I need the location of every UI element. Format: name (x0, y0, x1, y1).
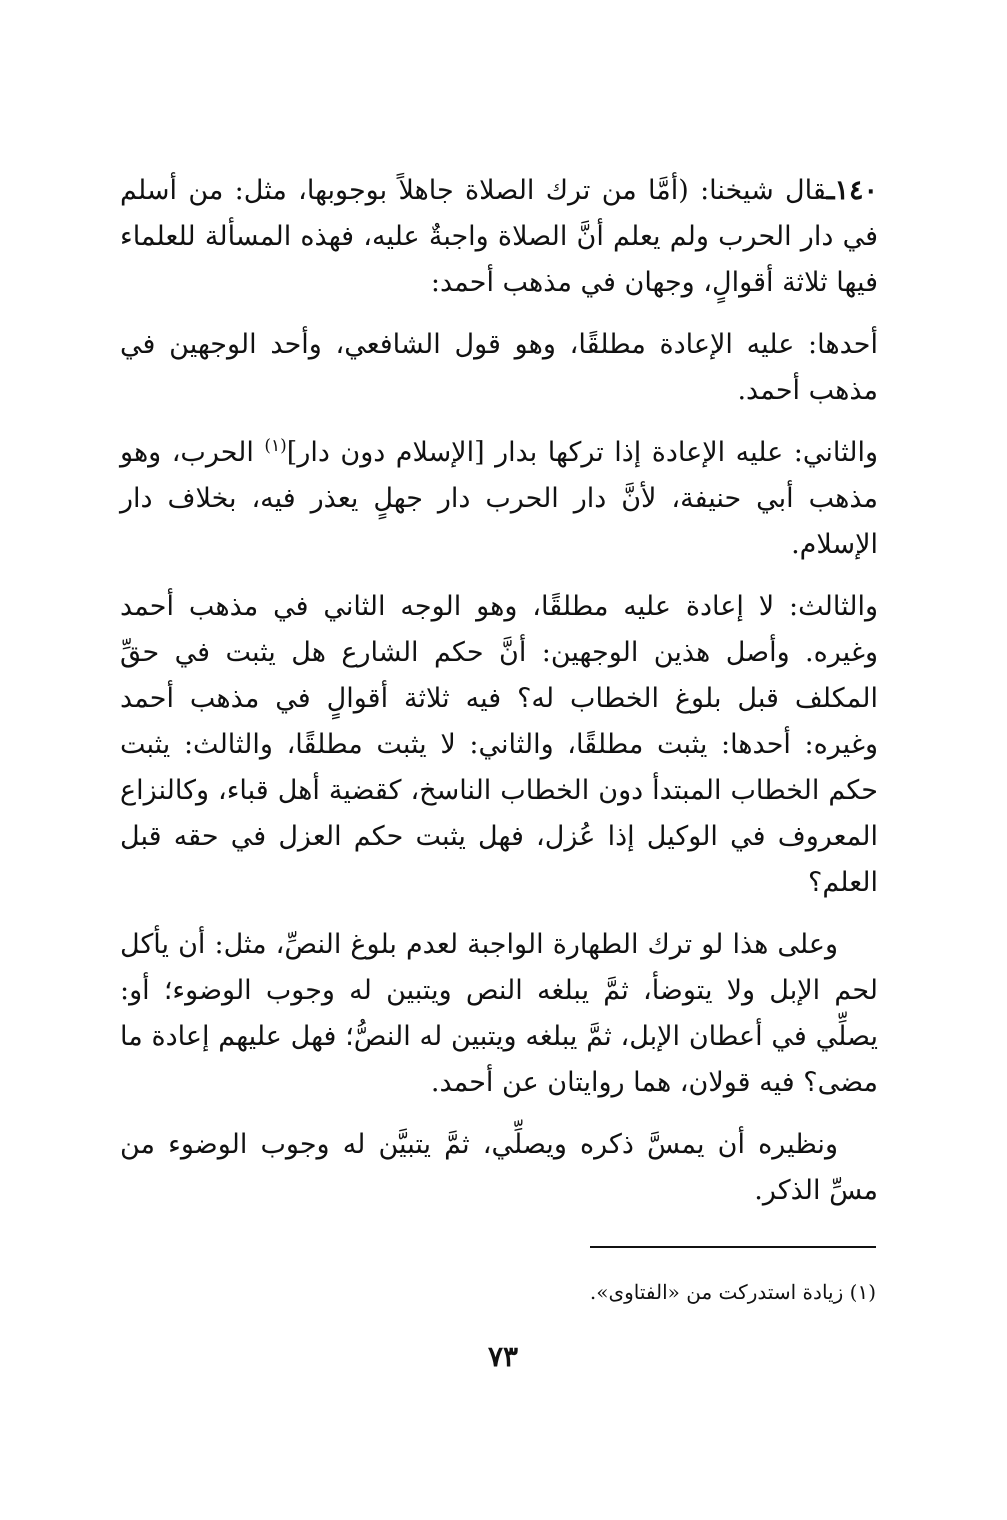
paragraph-3-text-a: والثاني: عليه الإعادة إذا تركها بدار [الإسلام دون دار] (286, 437, 879, 468)
footnote-divider (590, 1246, 876, 1248)
paragraph-2: أحدها: عليه الإعادة مطلقًا، وهو قول الشافعي، وأحد الوجهين في مذهب أحمد. (120, 329, 878, 406)
footnote-marker: (١) (849, 1280, 876, 1304)
paragraph-5: وعلى هذا لو ترك الطهارة الواجبة لعدم بلوغ النصِّ، مثل: أن يأكل لحم الإبل ولا يتوضأ، ثمَّ يبلغه النص ويتبين له وجوب الوضوء؛ أو: يصلِّي في أعطان الإبل، ثمَّ يبلغه ويتبين له النصُّ؛ فهل عليهم إعادة ما مضى؟ فيه قولان، هما روايتان عن أحمد. (120, 929, 878, 1098)
footnote-reference: (١) (264, 436, 287, 456)
section-number: ١٤٠ـ (826, 175, 878, 206)
paragraph-1-text: قال شيخنا: (أمَّا من ترك الصلاة جاهلاً بوجوبها، مثل: من أسلم في دار الحرب ولم يعلم أنَّ الصلاة واجبةٌ عليه، فهذه المسألة للعلماء فيها ثلاثة أقوالٍ، وجهان في مذهب أحمد: (120, 175, 878, 298)
main-text (120, 168, 878, 1230)
paragraph-3-text-b: الحرب، وهو مذهب أبي حنيفة، لأنَّ دار الحرب دار جهلٍ يعذر فيه، بخلاف دار الإسلام. (120, 437, 878, 560)
paragraph-4: والثالث: لا إعادة عليه مطلقًا، وهو الوجه الثاني في مذهب أحمد وغيره. وأصل هذين الوجهين: أنَّ حكم الشارع هل يثبت في حقِّ المكلف قبل بلوغ الخطاب له؟ فيه ثلاثة أقوالٍ في مذهب أحمد وغيره: أحدها: يثبت مطلقًا، والثاني: لا يثبت مطلقًا، والثالث: يثبت حكم الخطاب المبتدأ دون الخطاب الناسخ، كقضية أهل قباء، وكالنزاع المعروف في الوكيل إذا عُزل، فهل يثبت حكم العزل في حقه قبل العلم؟ (120, 591, 878, 898)
footnote-text: زيادة استدركت من «الفتاوى». (589, 1280, 844, 1304)
paragraph-3 (120, 430, 878, 568)
page-number: ٧٣ (487, 1340, 519, 1373)
paragraph-1 (120, 168, 878, 306)
paragraph-6: ونظيره أن يمسَّ ذكره ويصلِّي، ثمَّ يتبيَّن له وجوب الوضوء من مسِّ الذكر. (120, 1129, 878, 1206)
footnote (420, 1276, 876, 1308)
